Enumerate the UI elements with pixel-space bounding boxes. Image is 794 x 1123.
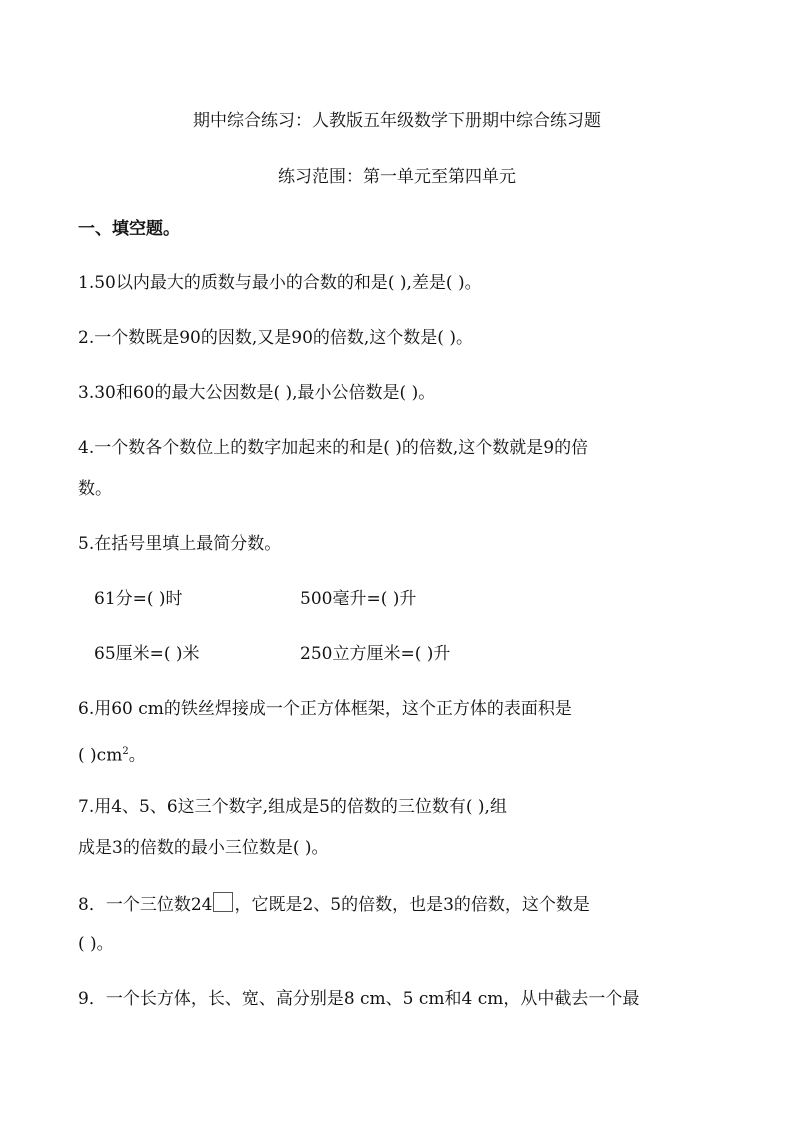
question-6-line-2 [78,741,146,767]
question-8-start: 8．一个三位数24 [78,895,213,915]
question-1: 1.50以内最大的质数与最小的合数的和是( ),差是( )。 [78,273,482,293]
page-title: 期中综合练习：人教版五年级数学下册期中综合练习题 [193,111,601,131]
question-9-line-1: 9．一个长方体，长、宽、高分别是8 cm、5 cm和4 cm，从中截去一个最 [78,989,640,1009]
question-7-line-2: 成是3的倍数的最小三位数是( )。 [78,838,329,858]
question-5-item-4: 250立方厘米=( )升 [300,644,451,664]
question-4-line-2: 数。 [78,479,112,499]
question-7-line-1: 7.用4、5、6这三个数字,组成是5的倍数的三位数有( ),组 [78,797,507,817]
question-5: 5.在括号里填上最简分数。 [78,534,282,554]
question-6-end: 。 [128,745,146,766]
square-superscript: 2 [122,746,129,757]
question-6-line-1: 6.用60 cm的铁丝焊接成一个正方体框架，这个正方体的表面积是 [78,699,572,719]
question-3: 3.30和60的最大公因数是( ),最小公倍数是( )。 [78,383,436,403]
section-heading: 一、填空题。 [78,219,180,239]
question-5-item-2: 500毫升=( )升 [300,589,417,609]
question-8-line-2: ( )。 [78,934,114,954]
digit-box [213,892,233,912]
question-8-rest: ，它既是2、5的倍数，也是3的倍数，这个数是 [234,895,590,915]
question-2: 2.一个数既是90的因数,又是90的倍数,这个数是( )。 [78,328,473,348]
question-6-blank: ( )cm [78,745,123,766]
page-subtitle: 练习范围：第一单元至第四单元 [278,167,516,187]
question-8-line-1 [78,892,590,916]
question-5-item-1: 61分=( )时 [94,589,183,609]
question-4-line-1: 4.一个数各个数位上的数字加起来的和是( )的倍数,这个数就是9的倍 [78,438,589,458]
question-5-item-3: 65厘米=( )米 [94,644,200,664]
